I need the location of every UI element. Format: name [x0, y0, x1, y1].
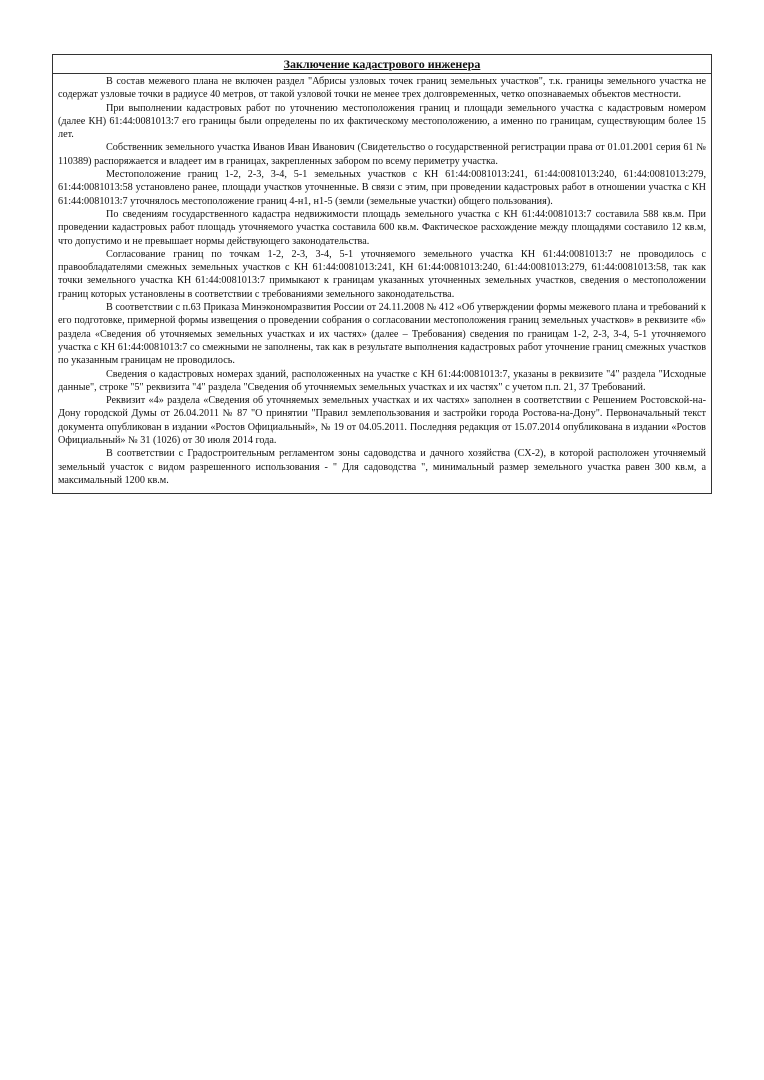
paragraph-zoning-regulation: В соответствии с Градостроительным регламентом зоны садоводства и дачного хозяйства (СХ-2), в которой расположен уточняемый земельный участок с видом разрешенного использования - " Для садоводства ", минимальный размер земельного участка равен 300 кв.м, а максимальный 1200 кв.м.	[58, 448, 706, 486]
document-body	[53, 74, 711, 493]
paragraph-abrisy: В состав межевого плана не включен раздел "Абрисы узловых точек границ земельных участков", т.к. границы земельного участка не содержат узловые точки в радиусе 40 метров, от такой узловой точки не менее трех долговременных, четко опознаваемых объектов местности.	[58, 76, 706, 101]
paragraph-coordination: Согласование границ по точкам 1-2, 2-3, 3-4, 5-1 уточняемого земельного участка КН 61:44:0081013:7 не проводилось с правообладателями смежных земельных участков с КН 61:44:0081013:241, КН 61:44:0081013:240, 61:44:0081013:279, 61:44:0081013:58, так как точки земельного участка КН 61:44:0081013:7 примыкают к границам указанных уточненных земельных участков, сведения о местоположении границ которых установлены в соответствии с требованиями земельного законодательства.	[58, 248, 706, 300]
paragraph-adjacent-boundaries: Местоположение границ 1-2, 2-3, 3-4, 5-1 земельных участков с КН 61:44:0081013:241, 61:44:0081013:240, 61:44:0081013:279, 61:44:0081013:58 установлено ранее, площади участков уточненные. В связи с этим, при проведении кадастровых работ в отношении участка с КН 61:44:0081013:7 уточнялось местоположение границ 4-н1, н1-5 (земли (земельные участки) общего пользования).	[58, 169, 706, 207]
paragraph-area: По сведениям государственного кадастра недвижимости площадь земельного участка с КН 61:44:0081013:7 составила 588 кв.м. При проведении кадастровых работ площадь уточняемого участка составила 600 кв.м. Фактическое расхождение между площадями составило 12 кв.м, что допустимо и не превышает нормы действующего законодательства.	[58, 208, 706, 247]
paragraph-buildings: Сведения о кадастровых номерах зданий, расположенных на участке с КН 61:44:0081013:7, указаны в реквизите "4" раздела "Исходные данные", строке "5" реквизита "4" раздела "Сведения об уточняемых земельных участках и их частях" с учетом п.п. 21, 37 Требований.	[58, 368, 706, 393]
document-title: Заключение кадастрового инженера	[53, 55, 711, 74]
paragraph-city-duma-decision: Реквизит «4» раздела «Сведения об уточняемых земельных участках и их частях» заполнен в соответствии с Решением Ростовской-на-Дону городской Думы от 26.04.2011 № 87 "О принятии "Правил землепользования и застройки города Ростова-на-Дону". Первоначальный текст документа опубликован в издании «Ростов Официальный», № 19 от 04.05.2011. Последняя редакция от 15.07.2014 опубликована в издании «Ростов Официальный» № 31 (1026) от 30 июля 2014 года.	[58, 395, 706, 447]
conclusion-frame	[52, 54, 712, 494]
paragraph-owner: Собственник земельного участка Иванов Иван Иванович (Свидетельство о государственной регистрации права от 01.01.2001 серия 61 № 110389) распоряжается и владеет им в границах, закрепленных забором по всему периметру участка.	[58, 142, 706, 167]
paragraph-order-412: В соответствии с п.63 Приказа Минэкономразвития России от 24.11.2008 № 412 «Об утверждении формы межевого плана и требований к его подготовке, примерной формы извещения о проведении собрания о согласовании местоположения границ земельных участков» в реквизите «6» раздела «Сведения об уточняемых земельных участках и их частях» (далее – Требования) сведения по границам 1-2, 2-3, 3-4, 5-1 уточняемого участка с КН 61:44:0081013:7 со смежными не заполнены, так как в результате выполнения кадастровых работ уточнение границ смежных участков по указанным границам не проводилось.	[58, 302, 706, 367]
paragraph-boundaries-definition: При выполнении кадастровых работ по уточнению местоположения границ и площади земельного участка с кадастровым номером (далее КН) 61:44:0081013:7 его границы были определены по их фактическому местоположению, а именно по границам, существующим более 15 лет.	[58, 102, 706, 141]
